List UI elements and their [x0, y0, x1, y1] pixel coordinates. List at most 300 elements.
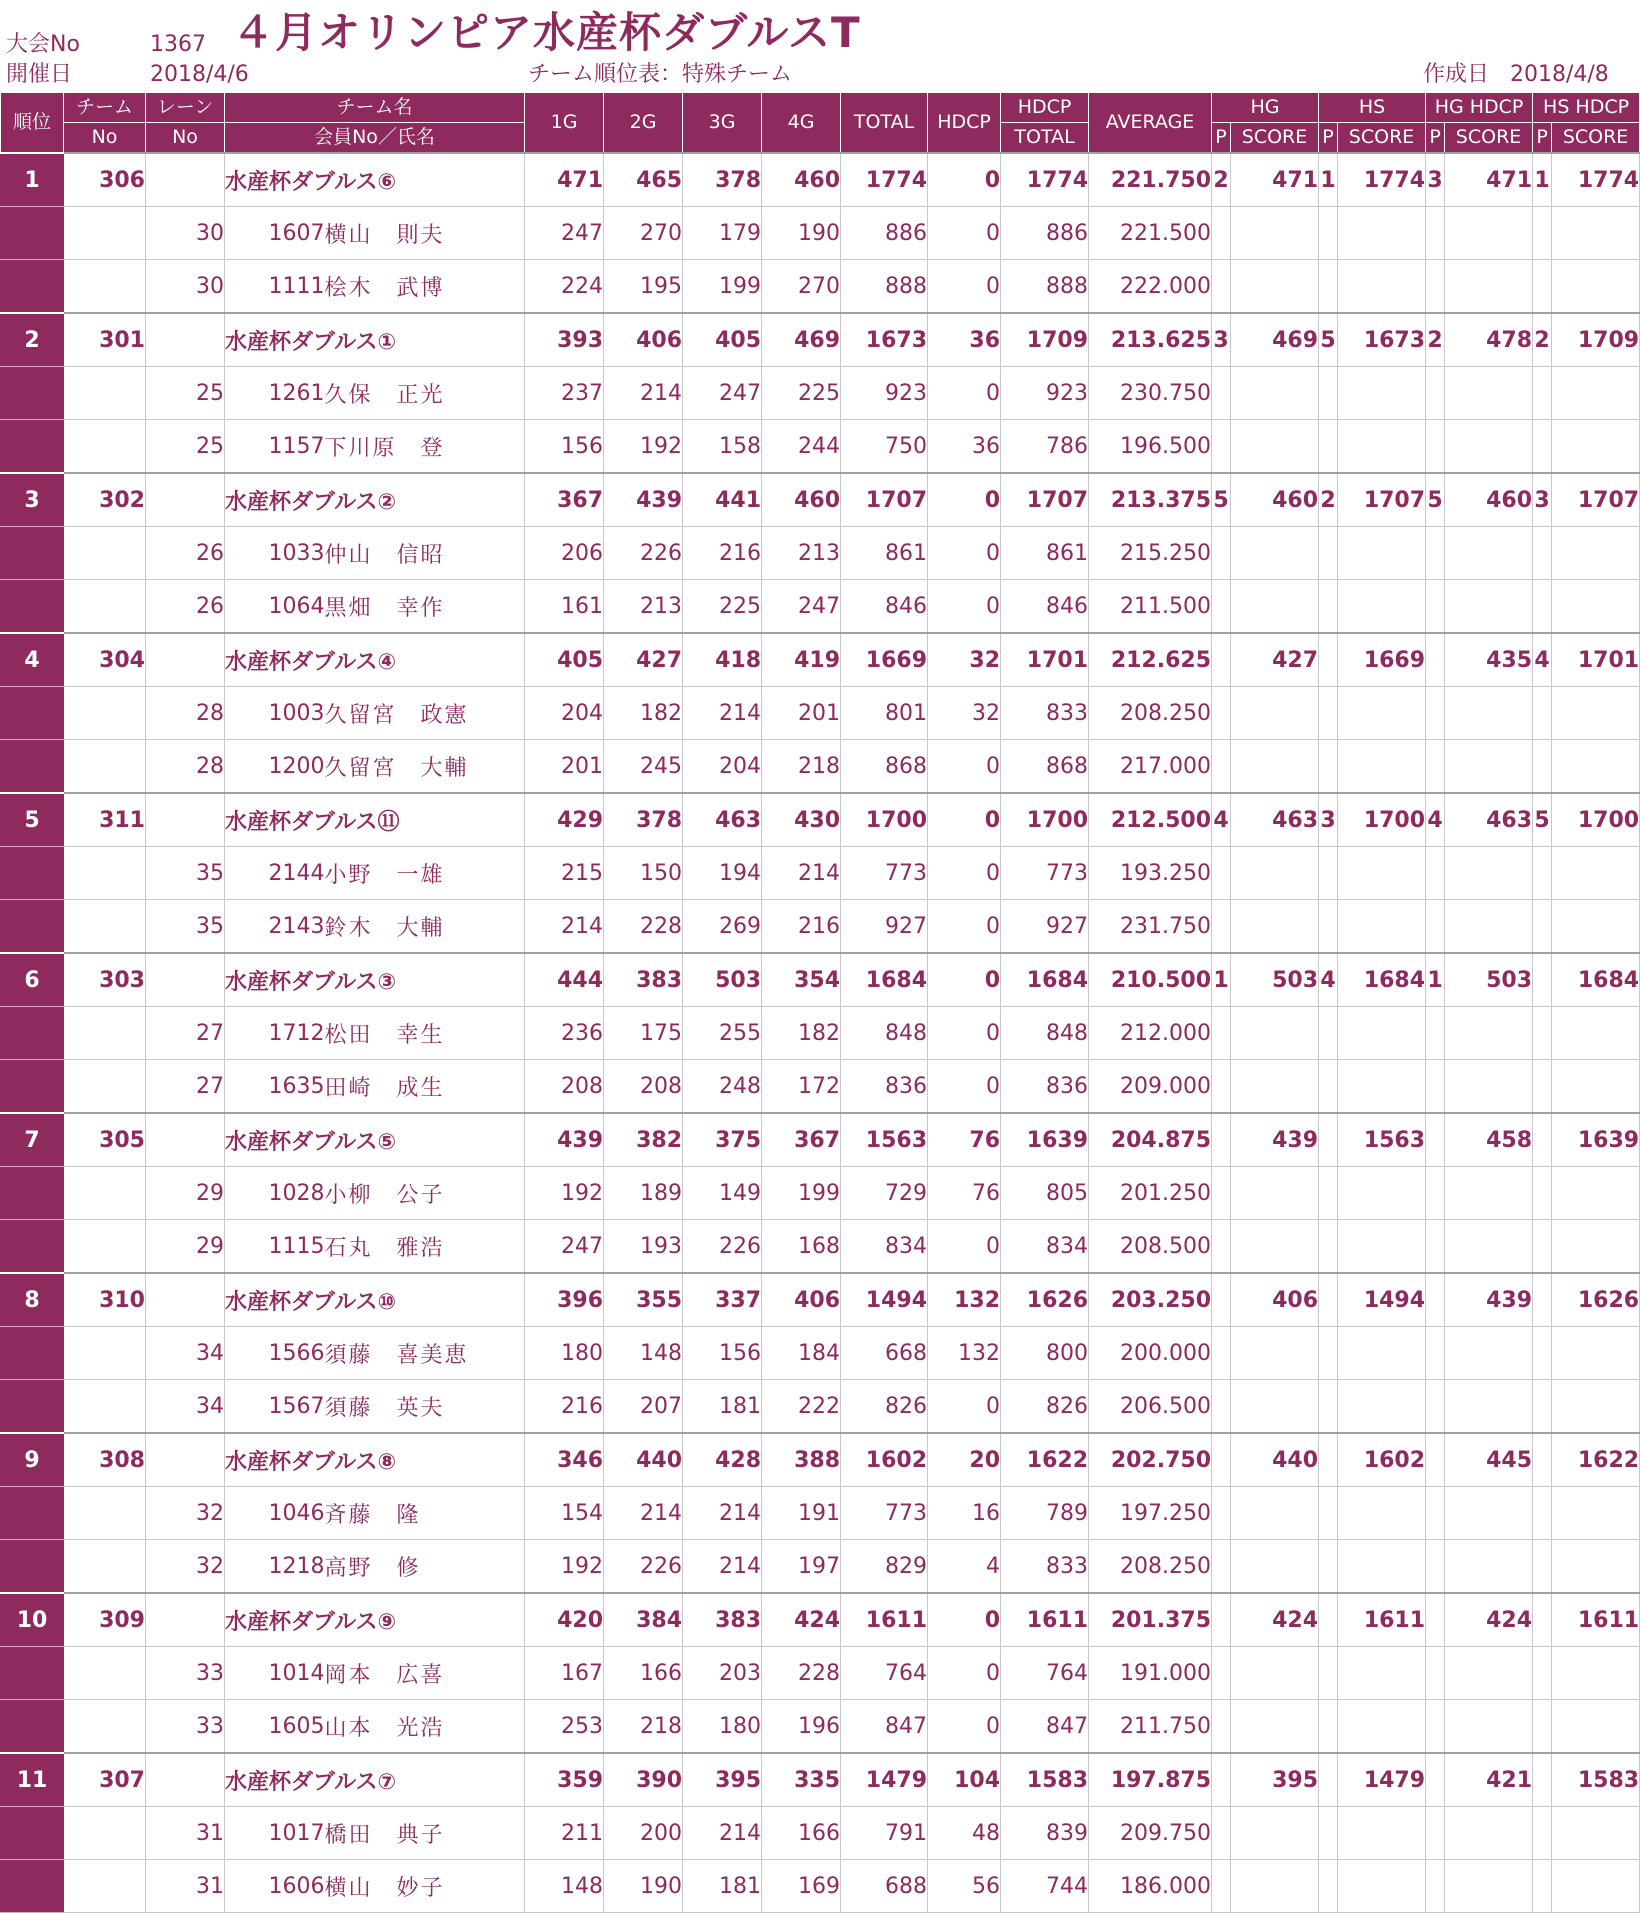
lane-no: 31 [146, 1807, 225, 1860]
member-name: 小野 一雄 [325, 847, 525, 900]
rank-cell-empty [1, 900, 64, 954]
rank-cell-empty [1, 367, 64, 420]
member-name: 田崎 成生 [325, 1060, 525, 1114]
member-row [1, 1860, 1640, 1913]
hs-place [1319, 1753, 1338, 1807]
empty-rank-cell [1212, 1487, 1231, 1540]
hdcp-total: 888 [1001, 260, 1089, 314]
empty-rank-cell [1231, 1700, 1319, 1754]
empty-rank-cell [1338, 1327, 1426, 1380]
empty-rank-cell [1338, 1700, 1426, 1754]
member-row [1, 260, 1640, 314]
hdcp-total: 1583 [1001, 1753, 1089, 1807]
hg-place [1212, 1753, 1231, 1807]
empty-rank-cell [1231, 367, 1319, 420]
average: 211.750 [1089, 1700, 1212, 1754]
team-no: 305 [64, 1113, 146, 1167]
empty-rank-cell [1426, 1860, 1445, 1913]
hdcp: 56 [928, 1860, 1001, 1913]
member-name: 須藤 英夫 [325, 1380, 525, 1434]
empty-rank-cell [1319, 420, 1338, 474]
average: 222.000 [1089, 260, 1212, 314]
game-2-score: 150 [604, 847, 683, 900]
empty-rank-cell [1552, 1700, 1640, 1754]
hg-hdcp-place [1426, 1753, 1445, 1807]
game-3-score: 214 [683, 687, 762, 740]
total: 848 [841, 1007, 928, 1060]
empty-rank-cell [1552, 740, 1640, 794]
empty-rank-cell [1338, 1807, 1426, 1860]
hg-place [1212, 1113, 1231, 1167]
average: 204.875 [1089, 1113, 1212, 1167]
team-no-empty [64, 1167, 146, 1220]
member-row [1, 1167, 1640, 1220]
col-lane-top: レーン [146, 93, 225, 123]
empty-rank-cell [1319, 1647, 1338, 1700]
total: 927 [841, 900, 928, 954]
hg-place [1212, 1273, 1231, 1327]
col-hs: HS [1319, 93, 1426, 123]
average: 209.750 [1089, 1807, 1212, 1860]
game-1-score: 180 [525, 1327, 604, 1380]
hdcp: 104 [928, 1753, 1001, 1807]
hdcp: 0 [928, 1593, 1001, 1647]
hdcp-total: 848 [1001, 1007, 1089, 1060]
game-2-score: 406 [604, 313, 683, 367]
empty-rank-cell [1231, 1647, 1319, 1700]
game-2-score: 190 [604, 1860, 683, 1913]
game-4-score: 354 [762, 953, 841, 1007]
empty-rank-cell [1445, 900, 1533, 954]
hg-hdcp-score: 424 [1445, 1593, 1533, 1647]
col-hdcp-total-bottom: TOTAL [1001, 123, 1089, 154]
game-1-score: 420 [525, 1593, 604, 1647]
empty-rank-cell [1212, 1220, 1231, 1274]
average: 193.250 [1089, 847, 1212, 900]
empty-rank-cell [1445, 1167, 1533, 1220]
average: 191.000 [1089, 1647, 1212, 1700]
lane-empty [146, 1113, 225, 1167]
member-no: 1111 [225, 260, 325, 314]
team-no-empty [64, 1807, 146, 1860]
game-4-score: 190 [762, 207, 841, 260]
col-hs-hdcp-score: SCORE [1552, 123, 1640, 154]
empty-rank-cell [1445, 1060, 1533, 1114]
empty-rank-cell [1445, 687, 1533, 740]
empty-rank-cell [1426, 1220, 1445, 1274]
hs-hdcp-place: 2 [1533, 313, 1552, 367]
rank-cell: 7 [1, 1113, 64, 1167]
team-no: 307 [64, 1753, 146, 1807]
total: 773 [841, 847, 928, 900]
hg-hdcp-place: 2 [1426, 313, 1445, 367]
average: 211.500 [1089, 580, 1212, 634]
lane-empty [146, 1593, 225, 1647]
game-4-score: 424 [762, 1593, 841, 1647]
empty-rank-cell [1445, 1807, 1533, 1860]
empty-rank-cell [1319, 1167, 1338, 1220]
empty-rank-cell [1212, 687, 1231, 740]
game-1-score: 201 [525, 740, 604, 794]
game-2-score: 166 [604, 1647, 683, 1700]
total: 1707 [841, 473, 928, 527]
hs-hdcp-place: 1 [1533, 153, 1552, 207]
empty-rank-cell [1426, 1700, 1445, 1754]
empty-rank-cell [1212, 1327, 1231, 1380]
total: 829 [841, 1540, 928, 1594]
lane-no: 33 [146, 1647, 225, 1700]
member-row [1, 740, 1640, 794]
member-row [1, 1007, 1640, 1060]
game-1-score: 236 [525, 1007, 604, 1060]
empty-rank-cell [1552, 1487, 1640, 1540]
hs-score: 1700 [1338, 793, 1426, 847]
member-no: 1566 [225, 1327, 325, 1380]
empty-rank-cell [1426, 1380, 1445, 1434]
table-name: チーム順位表：特殊チーム [528, 62, 793, 87]
empty-rank-cell [1212, 1007, 1231, 1060]
team-no-empty [64, 420, 146, 474]
game-1-score: 429 [525, 793, 604, 847]
average: 208.250 [1089, 1540, 1212, 1594]
hdcp: 0 [928, 580, 1001, 634]
hdcp-total: 1622 [1001, 1433, 1089, 1487]
member-no: 1014 [225, 1647, 325, 1700]
game-4-score: 166 [762, 1807, 841, 1860]
member-row [1, 1380, 1640, 1434]
team-name: 水産杯ダブルス③ [225, 953, 525, 1007]
game-1-score: 439 [525, 1113, 604, 1167]
empty-rank-cell [1212, 1380, 1231, 1434]
member-name: 石丸 雅浩 [325, 1220, 525, 1274]
game-2-score: 382 [604, 1113, 683, 1167]
team-row [1, 1113, 1640, 1167]
member-no: 1003 [225, 687, 325, 740]
team-row [1, 633, 1640, 687]
average: 201.250 [1089, 1167, 1212, 1220]
total: 688 [841, 1860, 928, 1913]
rank-cell: 8 [1, 1273, 64, 1327]
team-no: 310 [64, 1273, 146, 1327]
member-row [1, 1487, 1640, 1540]
average: 212.500 [1089, 793, 1212, 847]
col-hg-hdcp-score: SCORE [1445, 123, 1533, 154]
col-hg-hdcp-p: P [1426, 123, 1445, 154]
hg-hdcp-score: 460 [1445, 473, 1533, 527]
member-name: 久留宮 大輔 [325, 740, 525, 794]
empty-rank-cell [1338, 1487, 1426, 1540]
hs-hdcp-score: 1684 [1552, 953, 1640, 1007]
created-date: 2018/4/8 [1510, 62, 1609, 87]
team-no-empty [64, 1007, 146, 1060]
hg-score: 471 [1231, 153, 1319, 207]
empty-rank-cell [1426, 1540, 1445, 1594]
game-1-score: 346 [525, 1433, 604, 1487]
hg-hdcp-score: 463 [1445, 793, 1533, 847]
hdcp: 36 [928, 420, 1001, 474]
empty-rank-cell [1212, 260, 1231, 314]
hg-place: 5 [1212, 473, 1231, 527]
average: 210.500 [1089, 953, 1212, 1007]
hdcp-total: 786 [1001, 420, 1089, 474]
hdcp-total: 773 [1001, 847, 1089, 900]
game-3-score: 378 [683, 153, 762, 207]
hs-place: 1 [1319, 153, 1338, 207]
empty-rank-cell [1552, 1860, 1640, 1913]
game-1-score: 216 [525, 1380, 604, 1434]
empty-rank-cell [1552, 207, 1640, 260]
hdcp: 76 [928, 1113, 1001, 1167]
hs-score: 1774 [1338, 153, 1426, 207]
col-hs-p: P [1319, 123, 1338, 154]
empty-rank-cell [1533, 1060, 1552, 1114]
rank-cell: 1 [1, 153, 64, 207]
empty-rank-cell [1552, 687, 1640, 740]
hg-hdcp-place [1426, 1273, 1445, 1327]
game-3-score: 375 [683, 1113, 762, 1167]
member-no: 1033 [225, 527, 325, 580]
team-row [1, 473, 1640, 527]
member-name: 小柳 公子 [325, 1167, 525, 1220]
game-2-score: 214 [604, 1487, 683, 1540]
game-4-score: 216 [762, 900, 841, 954]
game-1-score: 214 [525, 900, 604, 954]
empty-rank-cell [1212, 1807, 1231, 1860]
col-hdcp-total-top: HDCP [1001, 93, 1089, 123]
empty-rank-cell [1533, 1647, 1552, 1700]
empty-rank-cell [1231, 1060, 1319, 1114]
empty-rank-cell [1426, 207, 1445, 260]
total: 1611 [841, 1593, 928, 1647]
empty-rank-cell [1231, 1487, 1319, 1540]
empty-rank-cell [1338, 740, 1426, 794]
empty-rank-cell [1338, 1167, 1426, 1220]
hdcp-total: 861 [1001, 527, 1089, 580]
game-2-score: 378 [604, 793, 683, 847]
empty-rank-cell [1426, 580, 1445, 634]
hdcp: 132 [928, 1327, 1001, 1380]
empty-rank-cell [1319, 687, 1338, 740]
team-no: 301 [64, 313, 146, 367]
game-3-score: 225 [683, 580, 762, 634]
hs-place: 3 [1319, 793, 1338, 847]
team-no-empty [64, 580, 146, 634]
average: 197.875 [1089, 1753, 1212, 1807]
total: 846 [841, 580, 928, 634]
hdcp-total: 744 [1001, 1860, 1089, 1913]
game-2-score: 208 [604, 1060, 683, 1114]
hg-place: 4 [1212, 793, 1231, 847]
empty-rank-cell [1426, 900, 1445, 954]
hdcp: 0 [928, 367, 1001, 420]
lane-no: 29 [146, 1220, 225, 1274]
empty-rank-cell [1445, 527, 1533, 580]
total: 1563 [841, 1113, 928, 1167]
hg-hdcp-score: 445 [1445, 1433, 1533, 1487]
game-2-score: 384 [604, 1593, 683, 1647]
game-1-score: 192 [525, 1540, 604, 1594]
empty-rank-cell [1533, 1487, 1552, 1540]
hdcp: 20 [928, 1433, 1001, 1487]
hdcp-total: 826 [1001, 1380, 1089, 1434]
hg-place [1212, 633, 1231, 687]
game-4-score: 460 [762, 473, 841, 527]
empty-rank-cell [1533, 1007, 1552, 1060]
hdcp: 0 [928, 207, 1001, 260]
total: 729 [841, 1167, 928, 1220]
member-row [1, 1700, 1640, 1754]
game-4-score: 247 [762, 580, 841, 634]
empty-rank-cell [1212, 1167, 1231, 1220]
game-1-score: 161 [525, 580, 604, 634]
rank-cell-empty [1, 1540, 64, 1594]
member-name: 桧木 武博 [325, 260, 525, 314]
empty-rank-cell [1445, 1220, 1533, 1274]
empty-rank-cell [1552, 1220, 1640, 1274]
col-hs-score: SCORE [1338, 123, 1426, 154]
game-4-score: 388 [762, 1433, 841, 1487]
lane-empty [146, 473, 225, 527]
hdcp: 132 [928, 1273, 1001, 1327]
game-2-score: 195 [604, 260, 683, 314]
game-4-score: 201 [762, 687, 841, 740]
rank-cell: 2 [1, 313, 64, 367]
hdcp: 16 [928, 1487, 1001, 1540]
col-hg-p: P [1212, 123, 1231, 154]
rank-cell-empty [1, 1647, 64, 1700]
empty-rank-cell [1319, 847, 1338, 900]
average: 208.250 [1089, 687, 1212, 740]
hdcp: 0 [928, 1220, 1001, 1274]
member-row [1, 1807, 1640, 1860]
average: 221.750 [1089, 153, 1212, 207]
game-2-score: 465 [604, 153, 683, 207]
hg-score: 427 [1231, 633, 1319, 687]
empty-rank-cell [1552, 1540, 1640, 1594]
rank-cell-empty [1, 1327, 64, 1380]
col-hg-hdcp: HG HDCP [1426, 93, 1533, 123]
game-3-score: 428 [683, 1433, 762, 1487]
hs-place: 5 [1319, 313, 1338, 367]
empty-rank-cell [1212, 527, 1231, 580]
member-name: 仲山 信昭 [325, 527, 525, 580]
average: 212.625 [1089, 633, 1212, 687]
hs-hdcp-score: 1701 [1552, 633, 1640, 687]
hdcp: 0 [928, 1060, 1001, 1114]
team-no: 309 [64, 1593, 146, 1647]
game-2-score: 245 [604, 740, 683, 794]
empty-rank-cell [1319, 1060, 1338, 1114]
game-3-score: 503 [683, 953, 762, 1007]
hs-hdcp-score: 1700 [1552, 793, 1640, 847]
total: 801 [841, 687, 928, 740]
empty-rank-cell [1445, 207, 1533, 260]
game-4-score: 172 [762, 1060, 841, 1114]
average: 208.500 [1089, 1220, 1212, 1274]
empty-rank-cell [1231, 260, 1319, 314]
average: 215.250 [1089, 527, 1212, 580]
hdcp-total: 789 [1001, 1487, 1089, 1540]
total: 886 [841, 207, 928, 260]
average: 212.000 [1089, 1007, 1212, 1060]
empty-rank-cell [1212, 1060, 1231, 1114]
hdcp-total: 923 [1001, 367, 1089, 420]
page-title: ４月オリンピア水産杯ダブルスT [232, 8, 861, 57]
hg-score: 503 [1231, 953, 1319, 1007]
empty-rank-cell [1533, 900, 1552, 954]
member-row [1, 367, 1640, 420]
rank-cell-empty [1, 1007, 64, 1060]
empty-rank-cell [1319, 1380, 1338, 1434]
team-no: 304 [64, 633, 146, 687]
game-3-score: 247 [683, 367, 762, 420]
empty-rank-cell [1212, 900, 1231, 954]
empty-rank-cell [1552, 1327, 1640, 1380]
average: 213.375 [1089, 473, 1212, 527]
average: 231.750 [1089, 900, 1212, 954]
empty-rank-cell [1212, 367, 1231, 420]
lane-no: 29 [146, 1167, 225, 1220]
empty-rank-cell [1445, 1860, 1533, 1913]
game-2-score: 192 [604, 420, 683, 474]
empty-rank-cell [1426, 260, 1445, 314]
member-row [1, 900, 1640, 954]
rank-cell-empty [1, 740, 64, 794]
game-3-score: 383 [683, 1593, 762, 1647]
lane-no: 28 [146, 687, 225, 740]
total: 1684 [841, 953, 928, 1007]
empty-rank-cell [1338, 1220, 1426, 1274]
empty-rank-cell [1426, 1060, 1445, 1114]
game-1-score: 192 [525, 1167, 604, 1220]
game-3-score: 199 [683, 260, 762, 314]
team-name: 水産杯ダブルス⑨ [225, 1593, 525, 1647]
game-2-score: 200 [604, 1807, 683, 1860]
total: 834 [841, 1220, 928, 1274]
empty-rank-cell [1445, 1007, 1533, 1060]
member-no: 1157 [225, 420, 325, 474]
col-team-name-bottom: 会員No／氏名 [225, 123, 525, 154]
team-name: 水産杯ダブルス⑦ [225, 1753, 525, 1807]
empty-rank-cell [1533, 1167, 1552, 1220]
team-no-empty [64, 740, 146, 794]
hs-hdcp-place [1533, 1433, 1552, 1487]
hdcp-total: 886 [1001, 207, 1089, 260]
hs-score: 1673 [1338, 313, 1426, 367]
total: 1602 [841, 1433, 928, 1487]
member-no: 1028 [225, 1167, 325, 1220]
total: 923 [841, 367, 928, 420]
team-no-empty [64, 900, 146, 954]
empty-rank-cell [1231, 847, 1319, 900]
member-no: 1607 [225, 207, 325, 260]
empty-rank-cell [1445, 1647, 1533, 1700]
team-name: 水産杯ダブルス⑤ [225, 1113, 525, 1167]
hdcp-total: 868 [1001, 740, 1089, 794]
hg-hdcp-score: 503 [1445, 953, 1533, 1007]
lane-empty [146, 633, 225, 687]
rank-cell: 6 [1, 953, 64, 1007]
member-name: 須藤 喜美恵 [325, 1327, 525, 1380]
game-1-score: 211 [525, 1807, 604, 1860]
game-2-score: 355 [604, 1273, 683, 1327]
empty-rank-cell [1533, 687, 1552, 740]
game-4-score: 430 [762, 793, 841, 847]
hs-place [1319, 1273, 1338, 1327]
col-rank: 順位 [1, 93, 64, 154]
member-row [1, 527, 1640, 580]
hg-hdcp-place: 1 [1426, 953, 1445, 1007]
